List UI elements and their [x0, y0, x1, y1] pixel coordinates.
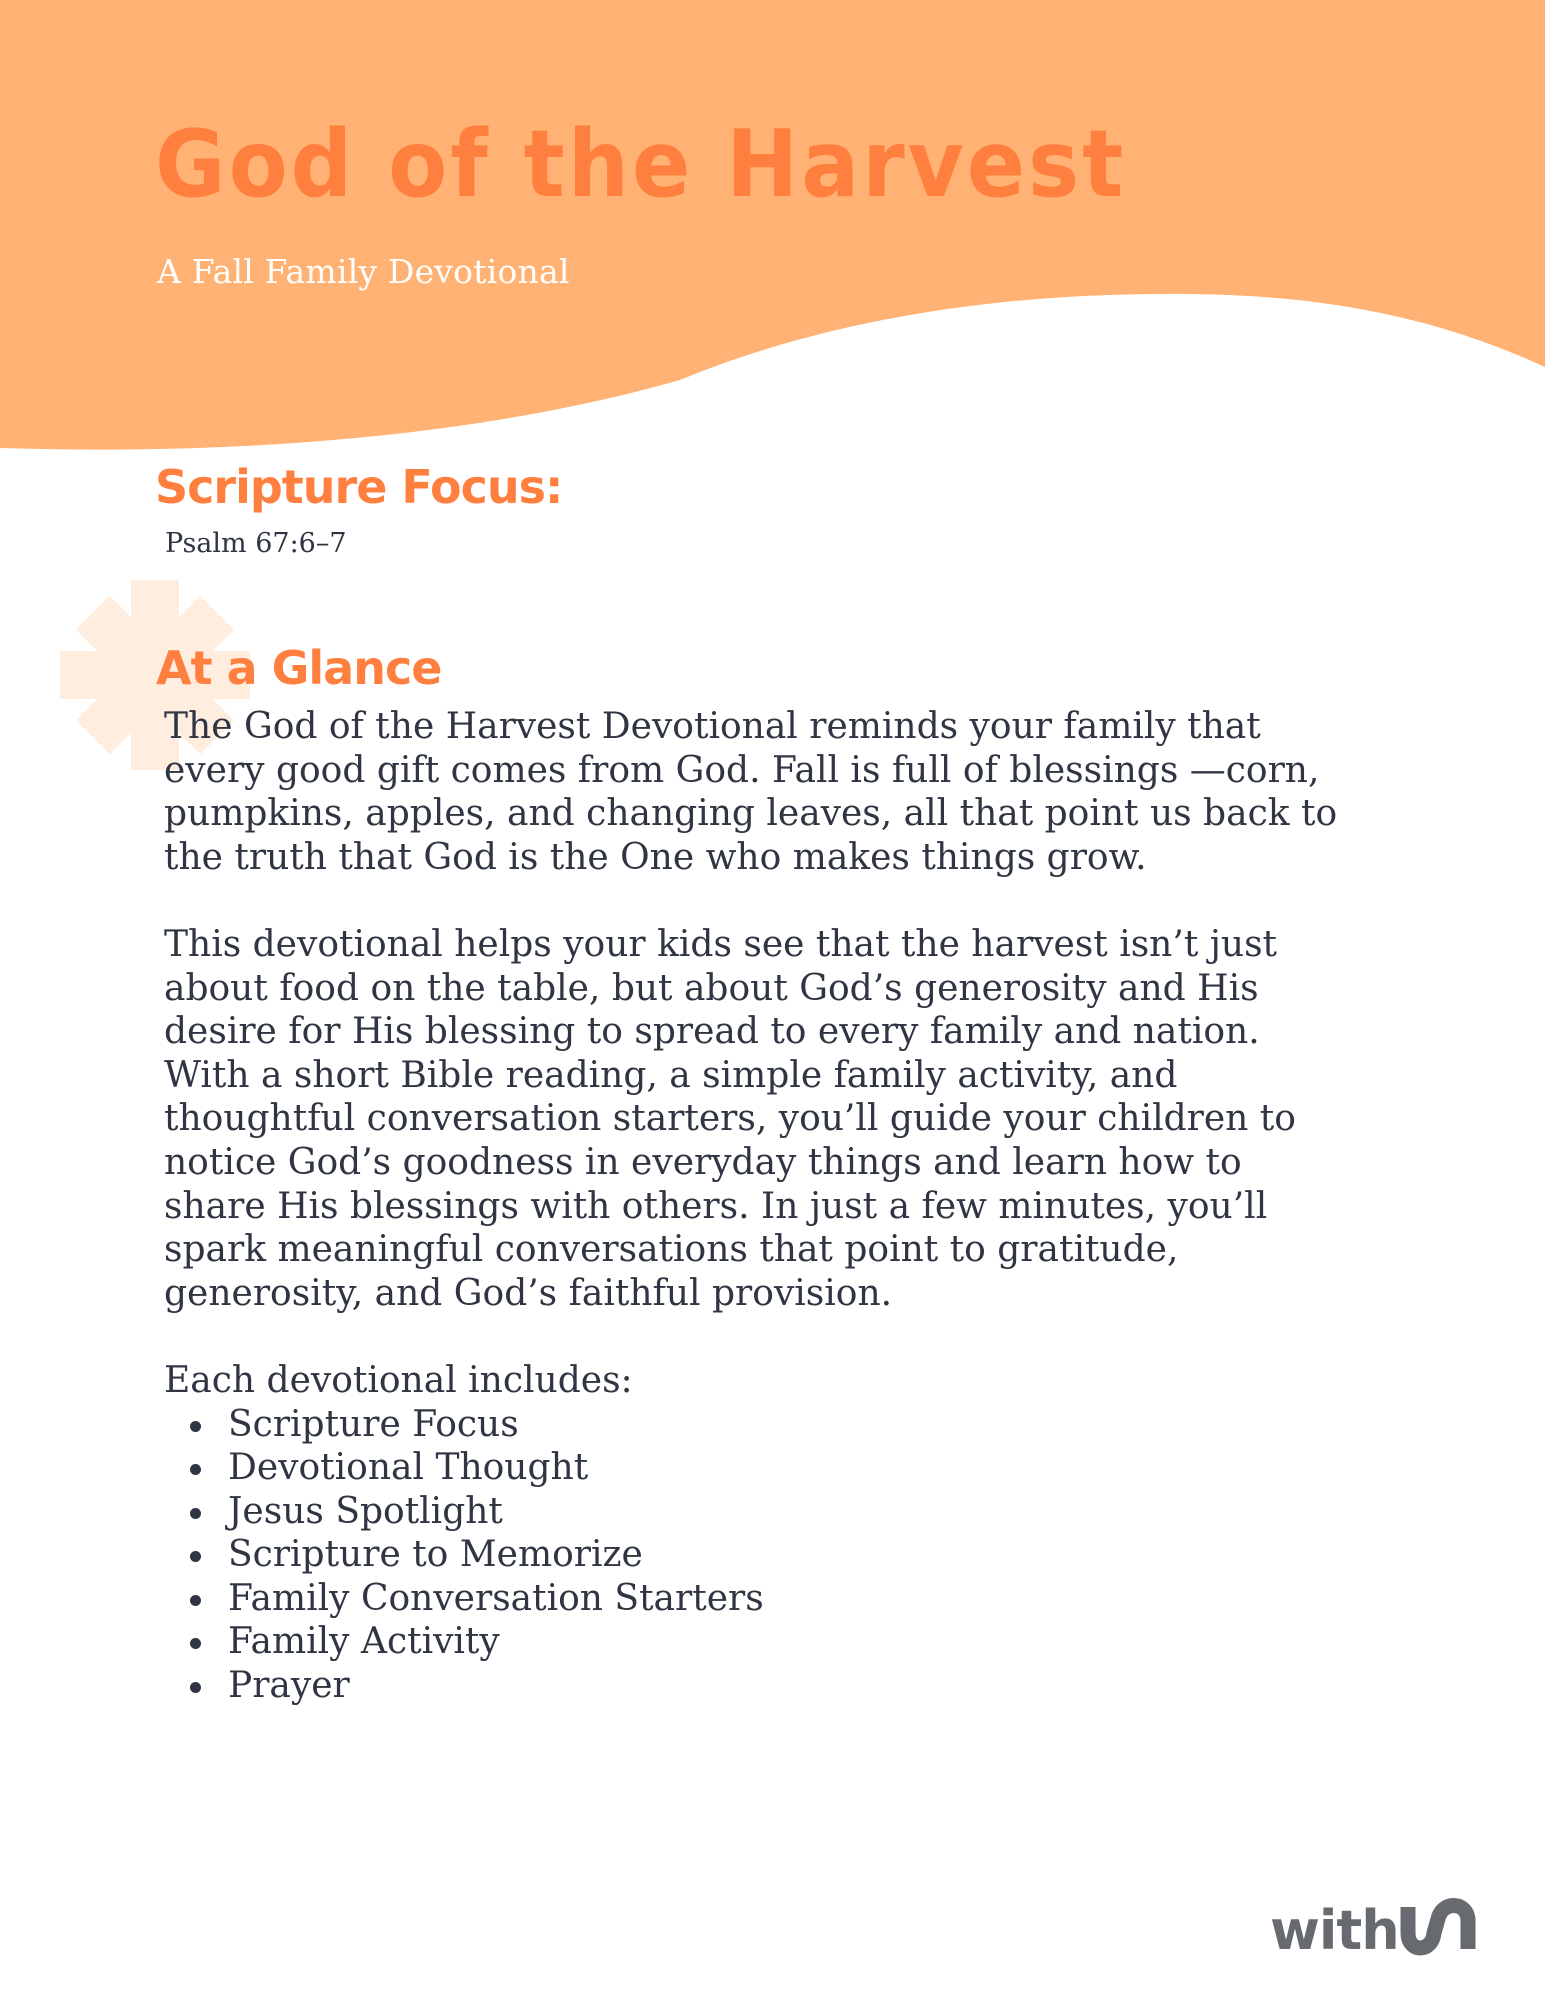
at-a-glance-heading: At a Glance	[156, 641, 442, 695]
list-item-label: Devotional Thought	[228, 1447, 589, 1489]
bullet-icon	[190, 1508, 201, 1519]
list-item	[164, 1664, 1364, 1708]
list-item-label: Family Activity	[228, 1621, 500, 1663]
withu-logo	[1270, 1893, 1500, 1963]
bullet-icon	[190, 1551, 201, 1562]
page-subtitle: A Fall Family Devotional	[157, 252, 570, 291]
list-item-label: Prayer	[228, 1665, 350, 1707]
list-item-label: Jesus Spotlight	[228, 1490, 503, 1532]
list-item	[164, 1533, 1364, 1577]
list-item	[164, 1446, 1364, 1490]
scripture-reference: Psalm 67:6–7	[165, 528, 347, 559]
list-item-label: Scripture to Memorize	[228, 1534, 643, 1576]
scripture-focus-heading: Scripture Focus:	[155, 460, 563, 514]
includes-intro: Each devotional includes:	[164, 1359, 633, 1401]
includes-list	[164, 1403, 1364, 1708]
list-item	[164, 1620, 1364, 1664]
header-wave-background	[0, 0, 1545, 460]
logo-text: with	[1270, 1899, 1399, 1962]
bullet-icon	[190, 1595, 201, 1606]
header-wave-shape	[0, 0, 1545, 450]
list-item-label: Family Conversation Starters	[228, 1577, 764, 1619]
bullet-icon	[190, 1682, 201, 1693]
wave-u-logo-icon	[1408, 1906, 1468, 1950]
bullet-icon	[190, 1421, 201, 1432]
list-item	[164, 1490, 1364, 1534]
bullet-icon	[190, 1464, 201, 1475]
list-item-label: Scripture Focus	[228, 1403, 519, 1445]
at-a-glance-body	[164, 705, 1364, 1708]
description-paragraph: This devotional helps your kids see that the harvest isn’t just about food on the table, but about God’s generosity and His desire for His blessing to spread to every family and nation. With a short Bible reading, a simple family activity, and thoughtful conversation starters, you’ll guide your children to notice God’s goodness in everyday things and learn how to share His blessings with others. In just a few minutes, you’ll spark meaningful conversations that point to gratitude, generosity, and God’s faithful provision.	[164, 923, 1296, 1314]
list-item	[164, 1403, 1364, 1447]
page-title: God of the Harvest	[155, 110, 1127, 219]
list-item	[164, 1577, 1364, 1621]
intro-paragraph: The God of the Harvest Devotional reminds your family that every good gift comes from God. Fall is full of blessings —corn, pumpkins, apples, and changing leaves, all that point us back to the truth that God is the One who makes things grow.	[164, 706, 1338, 878]
bullet-icon	[190, 1638, 201, 1649]
